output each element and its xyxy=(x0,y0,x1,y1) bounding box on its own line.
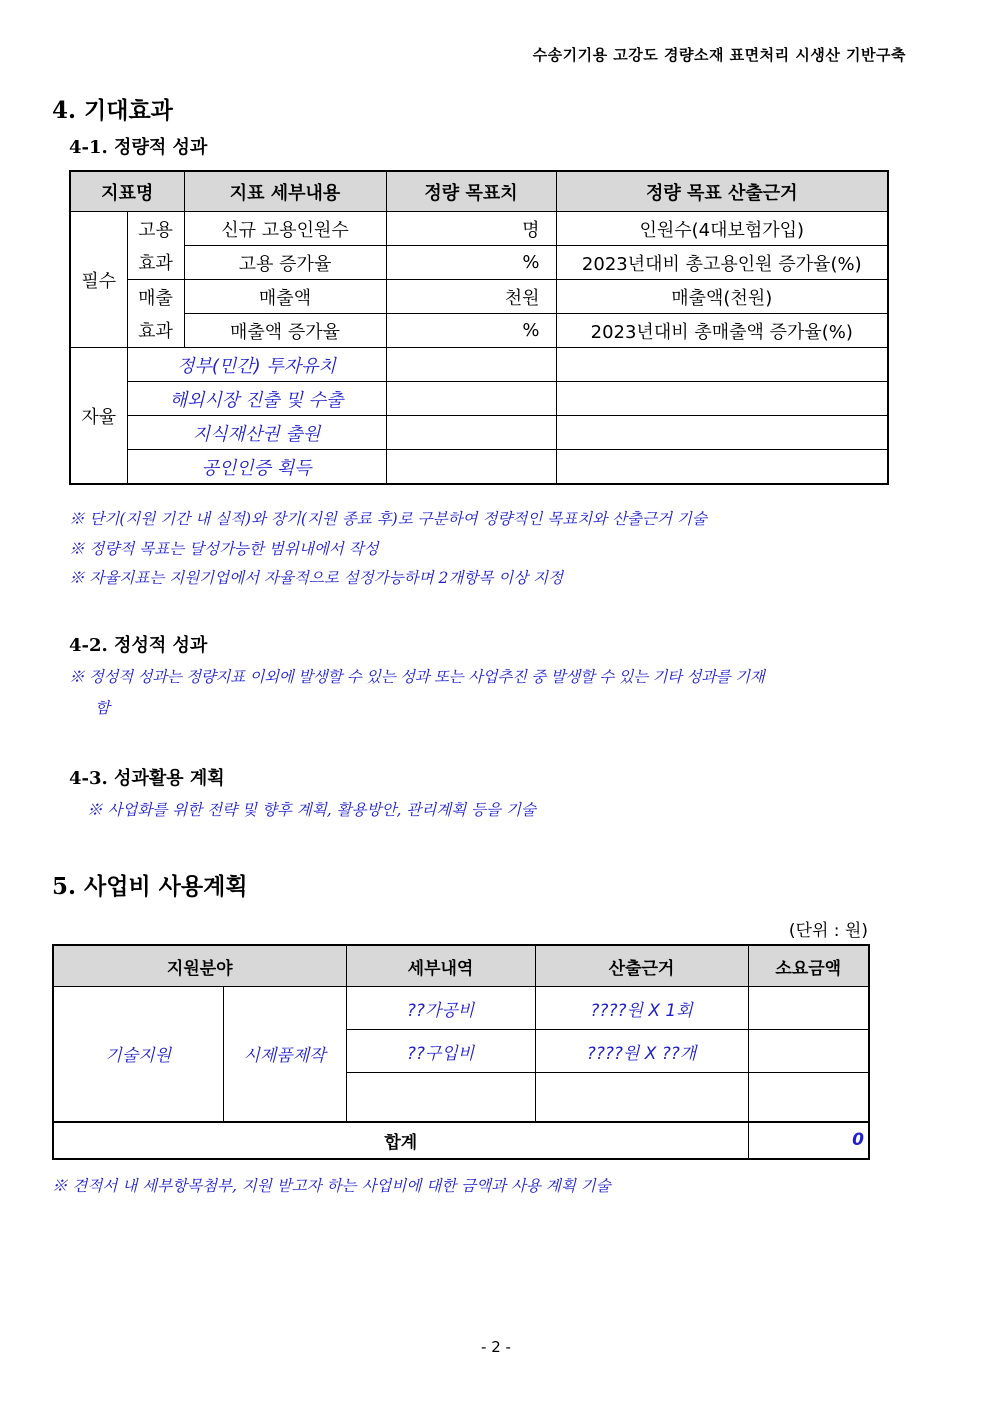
amount-cell xyxy=(748,1030,869,1073)
basis-cell: 인원수(4대보험가입) xyxy=(556,212,888,246)
autonomous-item: 공인인증 획득 xyxy=(127,450,386,485)
basis-cell: 2023년대비 총매출액 증가율(%) xyxy=(556,314,888,348)
table-row xyxy=(70,280,888,314)
basis-cell: 2023년대비 총고용인원 증가율(%) xyxy=(556,246,888,280)
table-row xyxy=(70,450,888,485)
basis-cell: ????원 X 1회 xyxy=(535,987,748,1030)
table-row xyxy=(70,212,888,246)
quantitative-table xyxy=(69,170,889,485)
document-header: 수송기기용 고강도 경량소재 표면처리 시생산 기반구축 xyxy=(532,46,906,64)
detail-cell: 신규 고용인원수 xyxy=(184,212,386,246)
empty-cell xyxy=(556,348,888,382)
unit-cell: % xyxy=(386,314,556,348)
table-row xyxy=(70,416,888,450)
table-row xyxy=(70,348,888,382)
autonomous-item: 지식재산권 출원 xyxy=(127,416,386,450)
empty-cell xyxy=(556,450,888,485)
detail-cell: 고용 증가율 xyxy=(184,246,386,280)
detail-cell: 매출액 xyxy=(184,280,386,314)
column-header: 정량 목표 산출근거 xyxy=(556,171,888,212)
section4-2-title: 4-2. 정성적 성과 xyxy=(69,635,208,656)
empty-cell xyxy=(386,348,556,382)
table-header-row xyxy=(53,945,869,987)
unit-cell: 천원 xyxy=(386,280,556,314)
table-header-row xyxy=(70,171,888,212)
group-label-top: 고용 xyxy=(127,212,184,246)
group-label-top: 매출 xyxy=(127,280,184,314)
empty-cell xyxy=(386,450,556,485)
unit-label: (단위 : 원) xyxy=(788,921,868,941)
amount-cell xyxy=(748,1073,869,1122)
subfield-cell: 시제품제작 xyxy=(223,987,346,1122)
table-row xyxy=(70,382,888,416)
column-header: 세부내역 xyxy=(346,945,535,987)
unit-cell: 명 xyxy=(386,212,556,246)
autonomous-item: 정부(민간) 투자유치 xyxy=(127,348,386,382)
note-line: ※ 자율지표는 지원기업에서 자율적으로 설정가능하며 2개항목 이상 지정 xyxy=(69,569,564,587)
autonomous-label: 자율 xyxy=(70,348,127,485)
note-line: ※ 정성적 성과는 정량지표 이외에 발생할 수 있는 성과 또는 사업추진 중 발생할 수 있는 기타 성과를 기재 xyxy=(69,668,765,686)
note-line: ※ 사업화를 위한 전략 및 향후 계획, 활용방안, 관리계획 등을 기술 xyxy=(87,801,536,819)
table-row xyxy=(53,987,869,1030)
required-label: 필수 xyxy=(70,212,127,348)
column-header: 소요금액 xyxy=(748,945,869,987)
total-label: 합계 xyxy=(53,1122,748,1159)
section4-3-title: 4-3. 성과활용 계획 xyxy=(69,768,225,789)
section4-1-title: 4-1. 정량적 성과 xyxy=(69,137,208,158)
basis-cell: ????원 X ??개 xyxy=(535,1030,748,1073)
group-label-bottom: 효과 xyxy=(127,246,184,280)
budget-table xyxy=(52,944,870,1160)
detail-cell: 매출액 증가율 xyxy=(184,314,386,348)
basis-cell: 매출액(천원) xyxy=(556,280,888,314)
column-header: 지표명 xyxy=(70,171,184,212)
table-row xyxy=(70,246,888,280)
detail-cell: ??가공비 xyxy=(346,987,535,1030)
total-row xyxy=(53,1122,869,1159)
detail-cell xyxy=(346,1073,535,1122)
note-line: ※ 단기(지원 기간 내 실적)와 장기(지원 종료 후)로 구분하여 정량적인 목표치와 산출근거 기술 xyxy=(69,510,707,528)
column-header: 지표 세부내용 xyxy=(184,171,386,212)
table-row xyxy=(70,314,888,348)
column-header: 지원분야 xyxy=(53,945,346,987)
detail-cell: ??구입비 xyxy=(346,1030,535,1073)
page-number: - 2 - xyxy=(481,1338,511,1356)
note-line: 함 xyxy=(95,699,110,717)
empty-cell xyxy=(556,382,888,416)
field-cell: 기술지원 xyxy=(53,987,223,1122)
unit-cell: % xyxy=(386,246,556,280)
section5-title: 5. 사업비 사용계획 xyxy=(52,873,248,900)
basis-cell xyxy=(535,1073,748,1122)
note-line: ※ 정량적 목표는 달성가능한 범위내에서 작성 xyxy=(69,540,379,558)
amount-cell xyxy=(748,987,869,1030)
note-line: ※ 견적서 내 세부항목첨부, 지원 받고자 하는 사업비에 대한 금액과 사용 계획 기술 xyxy=(52,1177,611,1195)
group-label-bottom: 효과 xyxy=(127,314,184,348)
column-header: 산출근거 xyxy=(535,945,748,987)
total-value: 0 xyxy=(748,1122,869,1159)
empty-cell xyxy=(556,416,888,450)
empty-cell xyxy=(386,416,556,450)
empty-cell xyxy=(386,382,556,416)
section4-title: 4. 기대효과 xyxy=(52,97,173,124)
column-header: 정량 목표치 xyxy=(386,171,556,212)
autonomous-item: 해외시장 진출 및 수출 xyxy=(127,382,386,416)
